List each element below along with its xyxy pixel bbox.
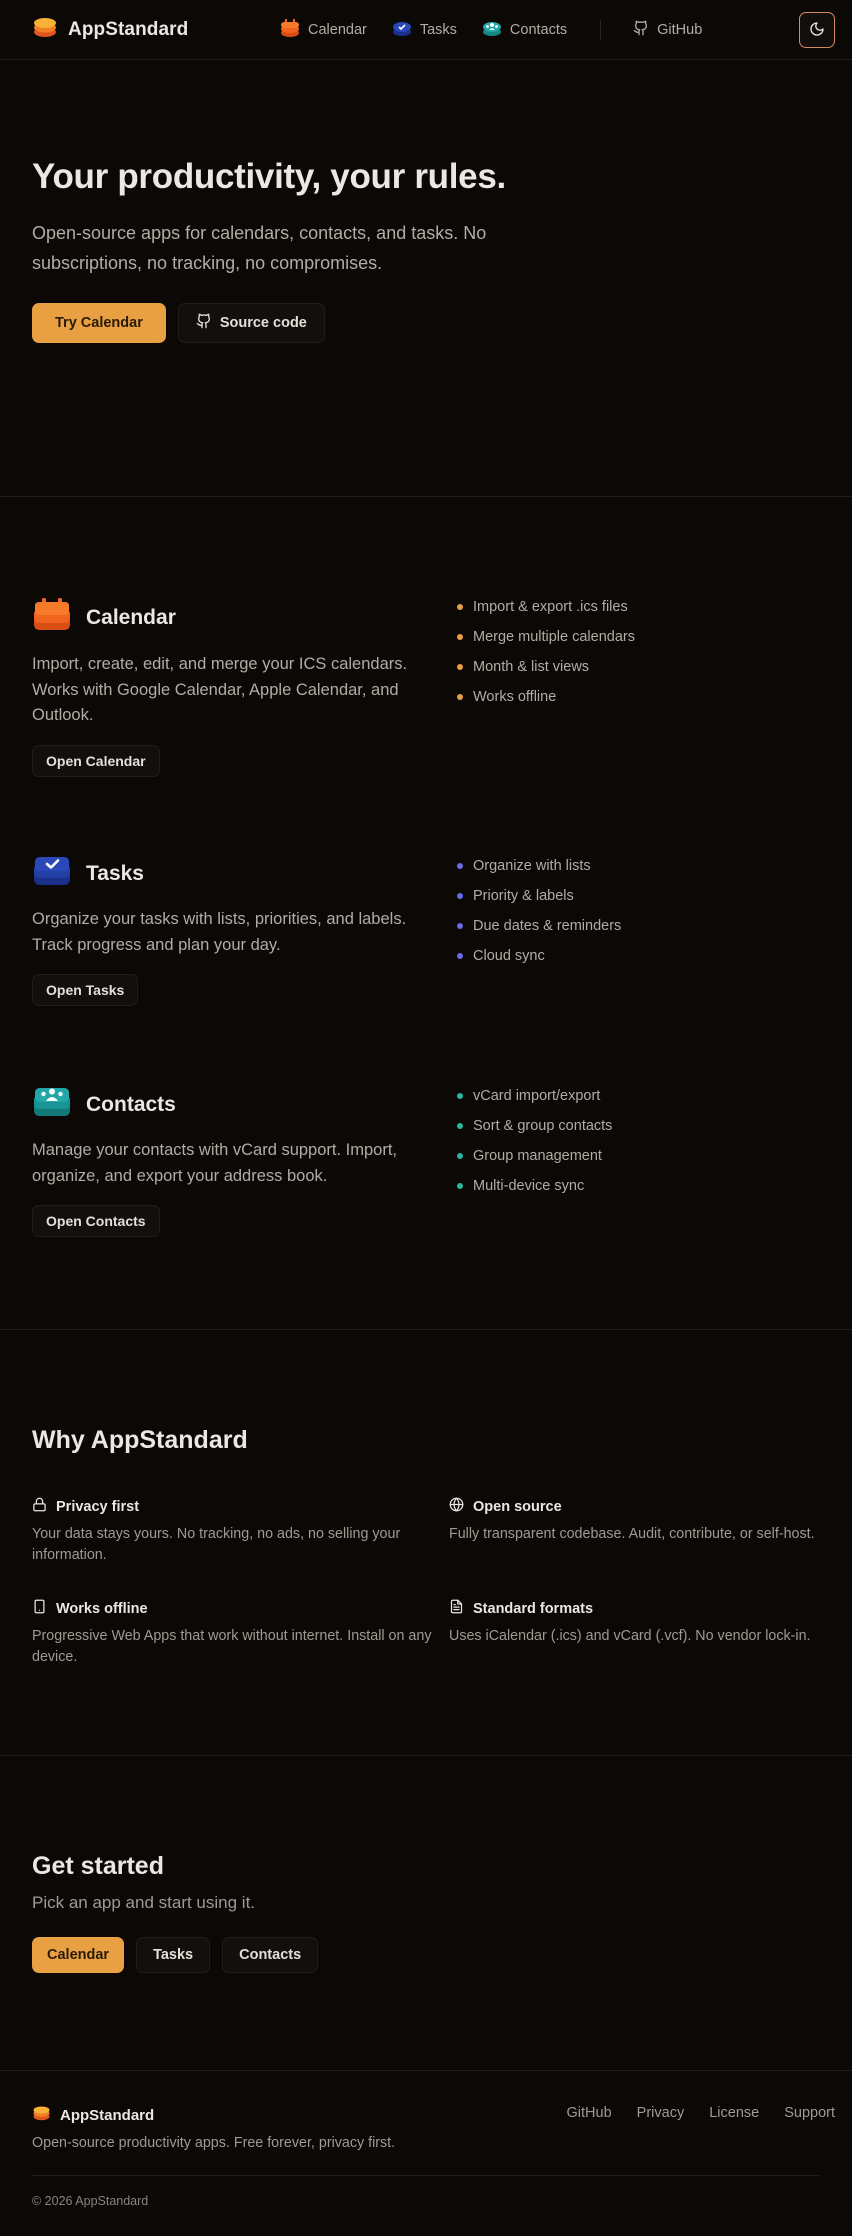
- app-title-calendar: Calendar: [86, 605, 176, 629]
- get-started-title: Get started: [32, 1852, 164, 1880]
- github-icon: [633, 20, 649, 40]
- why-item-description: Uses iCalendar (.ics) and vCard (.vcf). No vendor lock-in.: [449, 1628, 811, 1644]
- try-calendar-button[interactable]: Try Calendar: [32, 303, 166, 343]
- start-tasks-button[interactable]: Tasks: [136, 1937, 210, 1973]
- get-started-subtitle: Pick an app and start using it.: [32, 1893, 256, 1912]
- footer-link-privacy[interactable]: Privacy: [636, 2105, 685, 2121]
- feature-item: Group management: [457, 1141, 612, 1171]
- site-footer: [0, 2071, 852, 2236]
- bullet-dot-icon: [457, 604, 463, 610]
- hero-section: [0, 60, 852, 497]
- bullet-dot-icon: [457, 1153, 463, 1159]
- bullet-dot-icon: [457, 1123, 463, 1129]
- app-description-contacts: Manage your contacts with vCard support. Import, organize, and export your address book.: [32, 1141, 397, 1185]
- document-icon: [449, 1599, 464, 1618]
- github-icon: [196, 313, 212, 333]
- contacts-stack-icon: [482, 19, 502, 41]
- app-card-calendar: [32, 597, 820, 777]
- why-item-description: Fully transparent codebase. Audit, contribute, or self-host.: [449, 1526, 815, 1542]
- source-code-label: Source code: [219, 315, 307, 331]
- footer-tagline: Open-source productivity apps. Free forever, privacy first.: [32, 2135, 396, 2151]
- feature-item: vCard import/export: [457, 1081, 612, 1111]
- feature-list-calendar: [457, 592, 635, 712]
- bullet-dot-icon: [457, 893, 463, 899]
- app-stack-logo-icon: [32, 2105, 51, 2125]
- brand-logo-link[interactable]: [32, 16, 188, 43]
- footer-link-github[interactable]: GitHub: [566, 2105, 612, 2121]
- bullet-dot-icon: [457, 634, 463, 640]
- get-started-actions: [32, 1937, 820, 1973]
- app-card-contacts: [32, 1085, 820, 1237]
- bullet-dot-icon: [457, 1093, 463, 1099]
- lock-icon: [32, 1497, 47, 1516]
- bullet-dot-icon: [457, 863, 463, 869]
- app-card-tasks: [32, 854, 820, 1006]
- bullet-dot-icon: [457, 664, 463, 670]
- why-item-description: Progressive Web Apps that work without internet. Install on any device.: [32, 1628, 432, 1665]
- why-title: Why AppStandard: [32, 1426, 248, 1454]
- feature-item: Month & list views: [457, 652, 635, 682]
- tasks-stack-icon: [392, 19, 412, 41]
- start-contacts-button[interactable]: Contacts: [222, 1937, 318, 1973]
- get-started-section: [0, 1756, 852, 2071]
- feature-item: Import & export .ics files: [457, 592, 635, 622]
- why-item-privacy: Privacy first Your data stays yours. No tracking, no ads, no selling your information.: [32, 1497, 449, 1565]
- open-contacts-button[interactable]: Open Contacts: [32, 1205, 160, 1237]
- hero-title: Your productivity, your rules.: [32, 157, 506, 196]
- app-description-calendar: Import, create, edit, and merge your ICS calendars. Works with Google Calendar, Apple Calendar, and Outlook.: [32, 655, 408, 724]
- phone-icon: [32, 1599, 47, 1618]
- why-item-formats: Standard formats Uses iCalendar (.ics) and vCard (.vcf). No vendor lock-in.: [449, 1599, 849, 1667]
- why-item-open-source: Open source Fully transparent codebase. Audit, contribute, or self-host.: [449, 1497, 849, 1565]
- brand-name: AppStandard: [68, 18, 189, 40]
- feature-list-tasks: [457, 851, 621, 971]
- open-tasks-button[interactable]: Open Tasks: [32, 974, 138, 1006]
- feature-list-contacts: [457, 1081, 612, 1201]
- why-item-offline: Works offline Progressive Web Apps that work without internet. Install on any device.: [32, 1599, 449, 1667]
- feature-item: Works offline: [457, 682, 635, 712]
- feature-item: Organize with lists: [457, 851, 621, 881]
- app-stack-logo-icon: [32, 16, 58, 43]
- nav-contacts[interactable]: [482, 19, 567, 41]
- bullet-dot-icon: [457, 923, 463, 929]
- calendar-stack-icon: [32, 597, 72, 638]
- nav-contacts-label: Contacts: [509, 22, 568, 38]
- hero-subtitle: Open-source apps for calendars, contacts, and tasks. No subscriptions, no tracking, no compromises.: [32, 223, 487, 273]
- why-item-description: Your data stays yours. No tracking, no ads, no selling your information.: [32, 1526, 401, 1563]
- footer-divider: [32, 2175, 820, 2176]
- open-calendar-button[interactable]: Open Calendar: [32, 745, 160, 777]
- feature-item: Merge multiple calendars: [457, 622, 635, 652]
- globe-icon: [449, 1497, 464, 1516]
- nav-calendar-label: Calendar: [308, 22, 367, 38]
- feature-item: Sort & group contacts: [457, 1111, 612, 1141]
- why-grid: [32, 1497, 820, 1667]
- contacts-stack-icon: [32, 1085, 72, 1124]
- feature-item: Due dates & reminders: [457, 911, 621, 941]
- feature-item: Cloud sync: [457, 941, 621, 971]
- why-section: [0, 1330, 852, 1756]
- nav-github[interactable]: [633, 20, 702, 40]
- nav-tasks[interactable]: [392, 19, 457, 41]
- moon-icon: [809, 21, 825, 40]
- footer-links: [567, 2105, 835, 2121]
- footer-link-license[interactable]: License: [709, 2105, 760, 2121]
- footer-brand-name: AppStandard: [60, 2106, 155, 2124]
- bullet-dot-icon: [457, 694, 463, 700]
- app-title-tasks: Tasks: [86, 861, 144, 885]
- nav-calendar[interactable]: [280, 19, 367, 41]
- feature-item: Multi-device sync: [457, 1171, 612, 1201]
- tasks-stack-icon: [32, 854, 72, 893]
- bullet-dot-icon: [457, 1183, 463, 1189]
- nav-tasks-label: Tasks: [419, 22, 457, 38]
- main-nav: [280, 0, 727, 60]
- calendar-stack-icon: [280, 19, 300, 41]
- bullet-dot-icon: [457, 953, 463, 959]
- theme-toggle-button[interactable]: [799, 12, 835, 48]
- footer-link-support[interactable]: Support: [784, 2105, 835, 2121]
- site-header: [0, 0, 852, 60]
- nav-github-label: GitHub: [657, 22, 703, 38]
- hero-actions: [32, 303, 820, 343]
- apps-section: [0, 497, 852, 1330]
- app-description-tasks: Organize your tasks with lists, priorities, and labels. Track progress and plan your day.: [32, 910, 407, 954]
- app-title-contacts: Contacts: [86, 1092, 176, 1116]
- start-calendar-button[interactable]: Calendar: [32, 1937, 124, 1973]
- nav-divider: [600, 20, 601, 40]
- copyright: © 2026 AppStandard: [32, 2194, 149, 2208]
- source-code-button[interactable]: [178, 303, 325, 343]
- feature-item: Priority & labels: [457, 881, 621, 911]
